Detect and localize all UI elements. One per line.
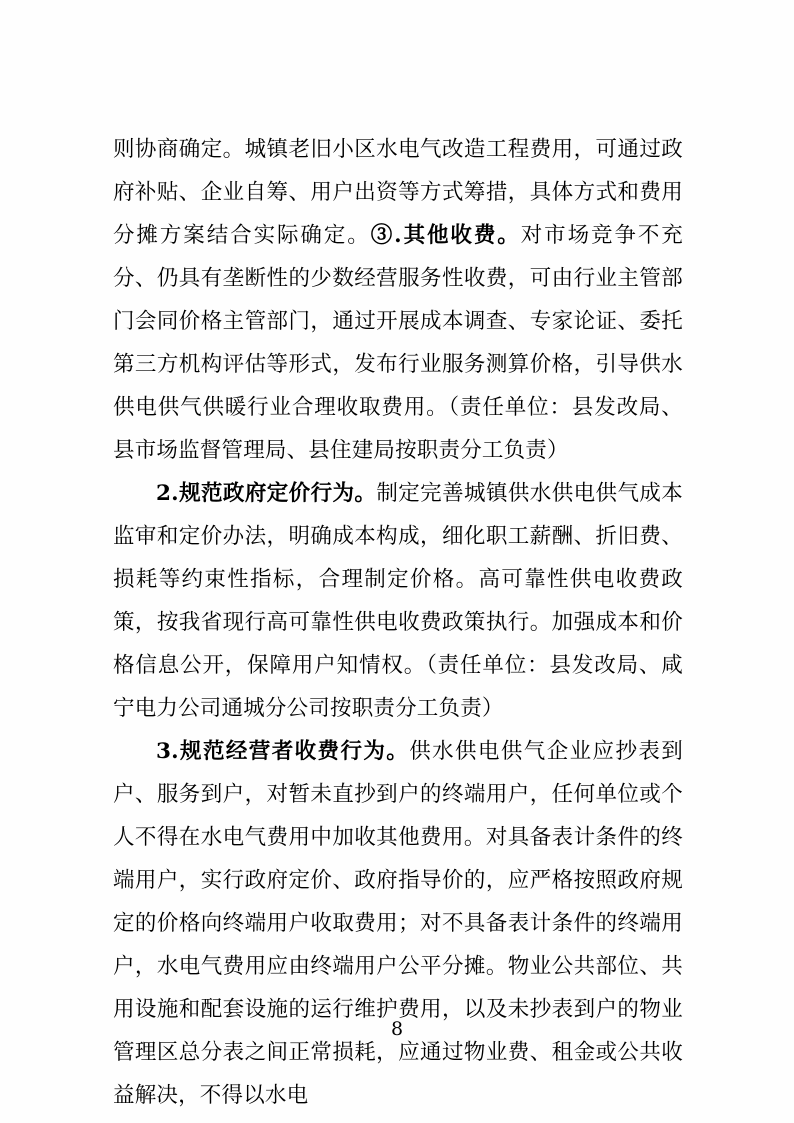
paragraph-1-run-1: 则协商确定。城镇老旧小区水电气改造工程费用，可通过政府补贴、企业自筹、用户出资等方式筹措，具体方式和费用分摊方案结合实际确定。 [113,137,683,248]
paragraph-1-run-2-bold: ③.其他收费。 [370,223,521,248]
paragraph-3-heading-bold: 3.规范经营者收费行为。 [156,739,410,764]
paragraph-2-heading-bold: 2.规范政府定价行为。 [156,481,377,506]
paragraph-2 [113,472,683,730]
page-body [113,128,683,1117]
paragraph-3 [113,730,683,1117]
page-number: 8 [390,1018,404,1040]
paragraph-2-body: 制定完善城镇供水供电供气成本监审和定价办法，明确成本构成，细化职工薪酬、折旧费、损耗等约束性指标，合理制定价格。高可靠性供电收费政策，按我省现行高可靠性供电收费政策执行。加强成本和价格信息公开，保障用户知情权。（责任单位：县发改局、咸宁电力公司通城分公司按职责分工负责） [113,481,683,721]
paragraph-3-body: 供水供电供气企业应抄表到户、服务到户，对暂未直抄到户的终端用户，任何单位或个人不得在水电气费用中加收其他费用。对具备表计条件的终端用户，实行政府定价、政府指导价的，应严格按照政府规定的价格向终端用户收取费用；对不具备表计条件的终端用户，水电气费用应由终端用户公平分摊。物业公共部位、共用设施和配套设施的运行维护费用，以及未抄表到户的物业管理区总分表之间正常损耗，应通过物业费、租金或公共收益解决，不得以水电 [113,739,683,1108]
paragraph-1 [113,128,683,472]
paragraph-1-run-3: 对市场竞争不充分、仍具有垄断性的少数经营服务性收费，可由行业主管部门会同价格主管部门，通过开展成本调查、专家论证、委托第三方机构评估等形式，发布行业服务测算价格，引导供水供电供气供暖行业合理收取费用。（责任单位：县发改局、县市场监督管理局、县住建局按职责分工负责） [113,223,684,463]
